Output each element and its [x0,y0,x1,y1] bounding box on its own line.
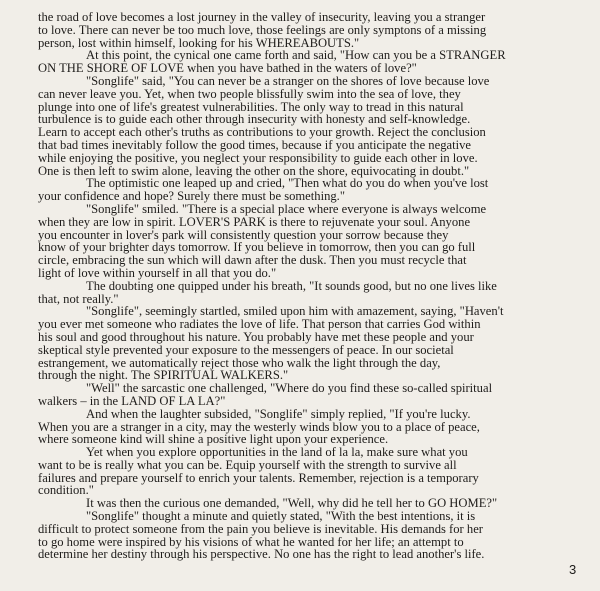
text-line: condition." [38,483,94,498]
text-line: where someone kind will shine a positive light upon your experience. [38,432,389,447]
text-line: person, lost within himself, looking for his WHEREABOUTS." [38,35,360,50]
text-line: to go home were inspired by his visions of what he wanted for her life; an attempt to [38,534,464,549]
text-line: It was then the curious one demanded, "Well, why did he tell her to GO HOME?" [86,496,498,511]
text-line: determine her destiny through his perspective. No one has the right to lead another's life. [38,547,485,562]
text-line: you encounter in lover's park will consistently question your sorrow because they [38,227,449,242]
text-line: One is then left to swim alone, leaving the other on the shore, equivocating in doubt." [38,163,470,178]
text-line: Learn to accept each other's truths as contributions to your growth. Reject the conclusion [38,125,486,140]
text-line: "Well" the sarcastic one challenged, "Where do you find these so-called spiritual [86,381,493,396]
text-line: walkers – in the LAND OF LA LA?" [38,393,226,408]
text-line: ON THE SHORE OF LOVE when you have bathed in the waters of love?" [38,61,417,76]
text-line: "Songlife" smiled. "There is a special place where everyone is always welcome [86,201,487,216]
text-line: through the night. The SPIRITUAL WALKERS." [38,368,289,383]
text-line: know of your brighter days tomorrow. If you believe in tomorrow, then you can go full [38,240,476,255]
text-line: And when the laughter subsided, "Songlife" simply replied, "If you're lucky. [86,406,471,421]
text-line: your confidence and hope? Surely there must be something." [38,189,345,204]
text-line: when they are low in spirit. LOVER'S PARK is there to rejuvenate your soul. Anyone [38,214,471,229]
text-line: want to be is really what you can be. Equip yourself with the strength to survive all [38,457,457,472]
text-line: estrangement, we automatically reject those who walk the light through the day, [38,355,441,370]
text-line: skeptical style prevented your exposure to the messengers of peace. In our societal [38,342,454,357]
text-line: At this point, the cynical one came forth and said, "How can you be a STRANGER [86,48,506,63]
text-line: to love. There can never be too much love, those feelings are only symptons of a missing [38,22,487,37]
text-line: his soul and good throughout his nature. You probably have met these people and your [38,329,474,344]
text-line: light of love within yourself in all that you do." [38,265,277,280]
text-line: failures and prepare yourself to enrich your talents. Remember, rejection is a temporary [38,470,479,485]
text-line: Yet when you explore opportunities in the land of la la, make sure what you [86,445,468,460]
body-text [38,11,568,561]
text-line: while enjoying the positive, you neglect your responsibility to guide each other in love. [38,150,478,165]
text-line: plunge into one of life's greatest vulnerabilities. The only way to tread in this natural [38,99,464,114]
text-line: "Songlife", seemingly startled, smiled upon him with amazement, saying, "Haven't [86,304,504,319]
text-line: circle, embracing the sun which will dawn after the dusk. Then you must recycle that [38,253,467,268]
text-line: "Songlife" thought a minute and quietly stated, "With the best intentions, it is [86,509,476,524]
text-line: turbulence is to guide each other through insecurity with honesty and self-knowledge. [38,112,471,127]
text-line: can never leave you. Yet, when two people blissfully swim into the sea of love, they [38,86,461,101]
text-line: "Songlife" said, "You can never be a stranger on the shores of love because love [86,73,490,88]
text-line: When you are a stranger in a city, may the westerly winds blow you to a place of peace, [38,419,480,434]
text-line: that bad times inevitably follow the good times, because if you anticipate the negative [38,137,471,152]
text-line: that, not really." [38,291,119,306]
text-line: The doubting one quipped under his breath, "It sounds good, but no one lives like [86,278,497,293]
text-line: difficult to protect someone from the pain you believe is inevitable. His demands for her [38,521,483,536]
text-line: the road of love becomes a lost journey in the valley of insecurity, leaving you a stranger [38,10,486,24]
page-number: 3 [569,562,577,577]
text-line: you ever met someone who radiates the love of life. That person that carries God within [38,317,481,332]
text-line: The optimistic one leaped up and cried, "Then what do you do when you've lost [86,176,489,191]
